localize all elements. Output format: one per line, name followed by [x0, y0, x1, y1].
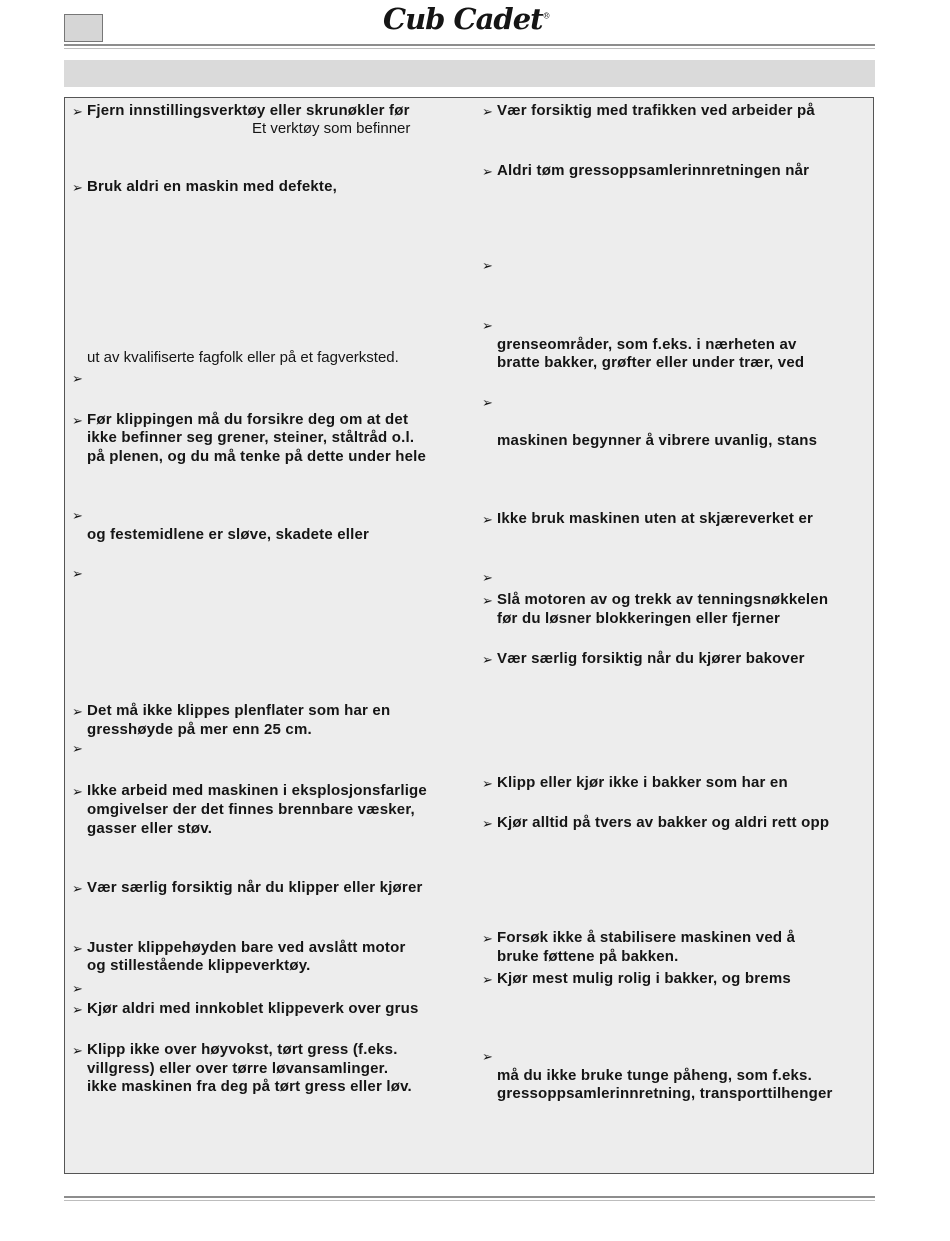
text-line: bratte bakker, grøfter eller under trær, ved — [497, 354, 805, 371]
bullet-icon: ➢ — [482, 319, 493, 334]
text-line: bruke føttene på bakken. — [497, 948, 679, 965]
text-line: Kjør mest mulig rolig i bakker, og brems — [497, 970, 791, 987]
text-line: Vær forsiktig med trafikken ved arbeider på — [497, 102, 815, 119]
text-line: på plenen, og du må tenke på dette under hele — [87, 448, 427, 465]
page-number-box — [64, 14, 103, 42]
bullet-icon: ➢ — [482, 105, 493, 120]
text-line: Et verktøy som befinner — [252, 120, 411, 137]
text-line: ikke maskinen fra deg på tørt gress eller løv. — [87, 1078, 412, 1095]
bullet-icon: ➢ — [482, 653, 493, 668]
bullet-icon: ➢ — [72, 372, 83, 387]
bullet-icon: ➢ — [482, 594, 493, 609]
bullet-icon: ➢ — [72, 942, 83, 957]
bullet-icon: ➢ — [482, 571, 493, 586]
text-line: og stillestående klippeverktøy. — [87, 957, 311, 974]
text-line: Forsøk ikke å stabilisere maskinen ved å — [497, 929, 796, 946]
text-line: Bruk aldri en maskin med defekte, — [87, 178, 338, 195]
bullet-icon: ➢ — [482, 777, 493, 792]
bullet-icon: ➢ — [482, 165, 493, 180]
bullet-icon: ➢ — [72, 705, 83, 720]
text-line: Vær særlig forsiktig når du klipper eller kjører — [87, 879, 423, 896]
text-line: Ikke bruk maskinen uten at skjæreverket er — [497, 510, 814, 527]
text-line: Juster klippehøyden bare ved avslått motor — [87, 939, 406, 956]
text-line: grenseområder, som f.eks. i nærheten av — [497, 336, 797, 353]
header-rule-thin — [64, 48, 875, 49]
text-line: før du løsner blokkeringen eller fjerner — [497, 610, 781, 627]
bullet-icon: ➢ — [72, 414, 83, 429]
brand-logo — [383, 2, 550, 36]
text-line: må du ikke bruke tunge påheng, som f.eks. — [497, 1067, 812, 1084]
text-line: gressoppsamlerinnretning, transporttilhenger — [497, 1085, 833, 1102]
text-line: Fjern innstillingsverktøy eller skrunøkler før — [87, 102, 410, 119]
bullet-icon: ➢ — [482, 396, 493, 411]
bullet-icon: ➢ — [72, 181, 83, 196]
text-line: Slå motoren av og trekk av tenningsnøkkelen — [497, 591, 829, 608]
text-line: Før klippingen må du forsikre deg om at det — [87, 411, 409, 428]
text-line: Det må ikke klippes plenflater som har en — [87, 702, 391, 719]
bullet-icon: ➢ — [482, 973, 493, 988]
text-line: Kjør aldri med innkoblet klippeverk over grus — [87, 1000, 419, 1017]
bullet-icon: ➢ — [72, 509, 83, 524]
text-line: Ikke arbeid med maskinen i eksplosjonsfarlige — [87, 782, 427, 799]
text-line: Aldri tøm gressoppsamlerinnretningen når — [497, 162, 810, 179]
text-line: Vær særlig forsiktig når du kjører bakover — [497, 650, 805, 667]
text-line: Kjør alltid på tvers av bakker og aldri rett opp — [497, 814, 830, 831]
bullet-icon: ➢ — [72, 1003, 83, 1018]
text-line: omgivelser der det finnes brennbare væsker, — [87, 801, 415, 818]
content-panel — [64, 97, 874, 1174]
section-title-band — [64, 60, 875, 87]
text-line: Klipp eller kjør ikke i bakker som har en — [497, 774, 788, 791]
bullet-icon: ➢ — [72, 742, 83, 757]
text-line: Klipp ikke over høyvokst, tørt gress (f.eks. — [87, 1041, 398, 1058]
bullet-icon: ➢ — [482, 259, 493, 274]
footer-rule — [64, 1196, 875, 1198]
text-line: gresshøyde på mer enn 25 cm. — [87, 721, 312, 738]
bullet-icon: ➢ — [482, 817, 493, 832]
text-line: ut av kvalifiserte fagfolk eller på et fagverksted. — [87, 349, 399, 366]
text-line: maskinen begynner å vibrere uvanlig, stans — [497, 432, 818, 449]
text-line: villgress) eller over tørre løvansamlinger. — [87, 1060, 389, 1077]
footer-rule-thin — [64, 1200, 875, 1201]
bullet-icon: ➢ — [72, 105, 83, 120]
bullet-icon: ➢ — [482, 1050, 493, 1065]
registered-mark: ® — [542, 11, 550, 21]
bullet-icon: ➢ — [72, 982, 83, 997]
text-line: og festemidlene er sløve, skadete eller — [87, 526, 370, 543]
header-rule — [64, 44, 875, 46]
bullet-icon: ➢ — [72, 1044, 83, 1059]
bullet-icon: ➢ — [72, 882, 83, 897]
bullet-icon: ➢ — [482, 932, 493, 947]
text-line: ikke befinner seg grener, steiner, ståltråd o.l. — [87, 429, 415, 446]
bullet-icon: ➢ — [72, 567, 83, 582]
bullet-icon: ➢ — [482, 513, 493, 528]
bullet-icon: ➢ — [72, 785, 83, 800]
text-line: gasser eller støv. — [87, 820, 213, 837]
brand-name: Cub Cadet — [383, 2, 543, 36]
